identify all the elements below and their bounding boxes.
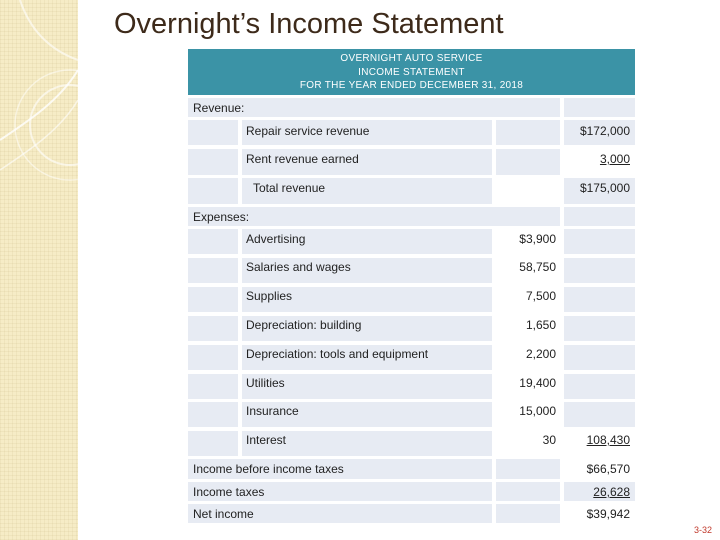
cell-bg [564, 402, 635, 427]
slide-title: Overnight’s Income Statement [114, 8, 504, 40]
cell-bg [188, 374, 238, 399]
cell-bg [564, 374, 635, 399]
income-before-taxes-amount: $66,570 [586, 462, 630, 476]
expense-item-amount: 7,500 [525, 289, 556, 303]
income-before-taxes-label: Income before income taxes [193, 462, 344, 476]
cell-bg [564, 229, 635, 254]
cell-bg [564, 316, 635, 341]
expense-item-amount: 15,000 [519, 404, 556, 418]
expense-item-amount: 30 [542, 433, 556, 447]
cell-bg [564, 98, 635, 117]
cell-bg [496, 459, 560, 479]
cell-bg [188, 178, 238, 204]
cell-bg [188, 316, 238, 341]
total-expenses-amount: 108,430 [586, 433, 630, 447]
expense-item-amount: $3,900 [519, 232, 556, 246]
total-revenue-amount: $175,000 [579, 181, 630, 195]
expense-item-label: Depreciation: building [246, 318, 362, 332]
cell-bg [188, 345, 238, 370]
cell-bg [496, 504, 560, 523]
decorative-sidebar [0, 0, 78, 540]
cell-bg [564, 345, 635, 370]
cell-bg [564, 207, 635, 226]
cell-bg [496, 120, 560, 145]
cell-bg [188, 431, 238, 456]
revenue-item-amount: 3,000 [599, 152, 630, 166]
expenses-heading: Expenses: [193, 210, 250, 224]
expense-item-label: Utilities [246, 376, 285, 390]
cell-bg [188, 287, 238, 312]
cell-bg [496, 149, 560, 175]
net-income-amount: $39,942 [586, 507, 630, 521]
expense-item-label: Depreciation: tools and equipment [246, 347, 429, 361]
expense-item-label: Insurance [246, 404, 299, 418]
expense-item-label: Interest [246, 433, 287, 447]
net-income-label: Net income [193, 507, 254, 521]
total-revenue-label: Total revenue [253, 181, 326, 195]
expense-item-amount: 19,400 [519, 376, 556, 390]
decorative-curves [0, 0, 78, 540]
expense-item-label: Supplies [246, 289, 293, 303]
cell-bg [496, 482, 560, 501]
expense-item-amount: 2,200 [525, 347, 556, 361]
cell-bg [188, 120, 238, 145]
page-number: 3-32 [693, 525, 712, 535]
revenue-item-amount: $172,000 [579, 124, 630, 138]
expense-item-label: Salaries and wages [246, 260, 351, 274]
expense-item-amount: 58,750 [519, 260, 556, 274]
cell-bg [564, 287, 635, 312]
cell-bg [188, 229, 238, 254]
cell-bg [188, 149, 238, 175]
revenue-item-label: Repair service revenue [246, 124, 370, 138]
cell-bg [188, 258, 238, 283]
cell-bg [188, 402, 238, 427]
statement-header [188, 49, 635, 95]
revenue-item-label: Rent revenue earned [246, 152, 359, 166]
statement-period: FOR THE YEAR ENDED DECEMBER 31, 2018 [299, 80, 524, 91]
company-name: OVERNIGHT AUTO SERVICE [340, 53, 483, 64]
income-taxes-amount: 26,628 [593, 485, 630, 499]
cell-bg [564, 258, 635, 283]
income-taxes-label: Income taxes [193, 485, 265, 499]
revenue-heading: Revenue: [193, 101, 245, 115]
expense-item-amount: 1,650 [525, 318, 556, 332]
expense-item-label: Advertising [246, 232, 306, 246]
statement-name: INCOME STATEMENT [358, 66, 465, 78]
